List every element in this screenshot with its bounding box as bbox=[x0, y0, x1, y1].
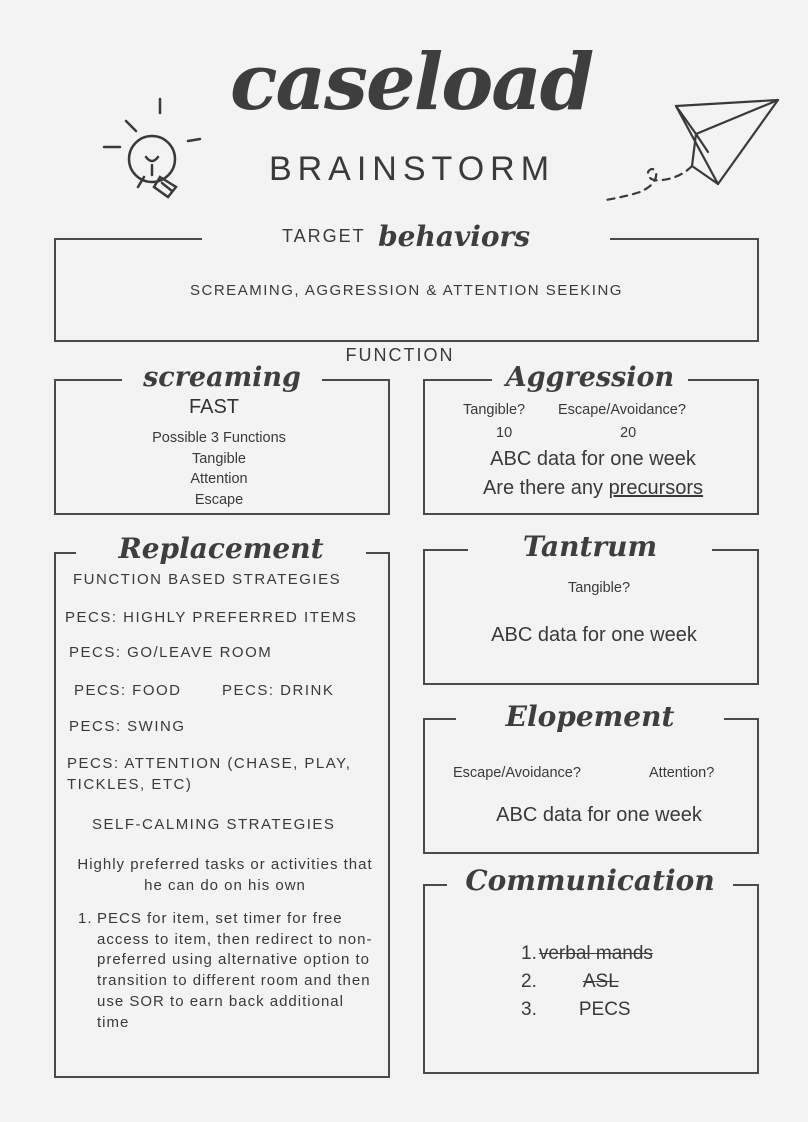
screaming-fast: FAST bbox=[188, 396, 239, 418]
communication-item-text: ASL bbox=[582, 971, 619, 992]
precursors-word: precursors bbox=[608, 477, 704, 499]
screaming-line: Tangible bbox=[191, 450, 246, 467]
aggression-tangible: Tangible? bbox=[463, 402, 526, 418]
screaming-line: Possible 3 Functions bbox=[152, 430, 286, 446]
function-label: FUNCTION bbox=[345, 345, 455, 365]
communication-item-number: 2. bbox=[521, 971, 537, 992]
strategy-list-number: 1. bbox=[78, 910, 93, 927]
pecs-attention: PECS: ATTENTION (CHASE, PLAY, TICKLES, ETC) bbox=[67, 755, 352, 793]
screaming-line: Attention bbox=[190, 471, 248, 487]
aggression-escape-count: 20 bbox=[620, 425, 637, 441]
tantrum-tangible: Tangible? bbox=[567, 580, 631, 596]
communication-title: Communication bbox=[447, 864, 733, 897]
tantrum-box bbox=[423, 549, 759, 685]
communication-item bbox=[521, 996, 653, 1024]
elopement-attention: Attention? bbox=[649, 765, 715, 781]
strategy-list-text: PECS for item, set timer for free access to item, then redirect to non-preferred using alternative option to transition to different room and then use SOR to earn back additional time bbox=[97, 910, 373, 1031]
elopement-title: Elopement bbox=[456, 700, 724, 733]
elopement-abc: ABC data for one week bbox=[496, 804, 702, 826]
screaming-line: Escape bbox=[194, 491, 244, 508]
communication-item-number: 1. bbox=[521, 943, 537, 964]
communication-item bbox=[521, 968, 653, 996]
precursors-prefix: Are there any bbox=[482, 477, 609, 499]
aggression-title: Aggression bbox=[492, 362, 688, 393]
pecs-drink: PECS: DRINK bbox=[222, 682, 335, 699]
screaming-title: screaming bbox=[122, 362, 322, 393]
target-label: TARGET bbox=[281, 226, 366, 246]
elopement-escape: Escape/Avoidance? bbox=[453, 765, 581, 781]
elopement-box bbox=[423, 718, 759, 854]
aggression-precursors bbox=[423, 477, 763, 500]
aggression-escape: Escape/Avoidance? bbox=[558, 402, 686, 418]
communication-item-text: PECS bbox=[578, 999, 631, 1020]
communication-list bbox=[521, 940, 653, 1024]
strategy-list-item bbox=[78, 909, 378, 1033]
aggression-abc: ABC data for one week bbox=[490, 448, 696, 470]
screaming-functions bbox=[54, 428, 384, 510]
communication-item-number: 3. bbox=[521, 999, 537, 1020]
aggression-tangible-count: 10 bbox=[496, 425, 513, 441]
self-calming-strategies: SELF-CALMING STRATEGIES bbox=[92, 816, 336, 833]
replacement-subtitle: FUNCTION BASED STRATEGIES bbox=[73, 571, 342, 588]
tantrum-abc: ABC data for one week bbox=[491, 624, 697, 646]
target-behaviors-text: SCREAMING, AGGRESSION & ATTENTION SEEKING bbox=[190, 282, 623, 299]
pecs-preferred-items: PECS: HIGHLY PREFERRED ITEMS bbox=[65, 609, 358, 626]
paper-plane-icon bbox=[600, 92, 790, 222]
pecs-swing: PECS: SWING bbox=[69, 718, 186, 735]
pecs-food: PECS: FOOD bbox=[74, 682, 182, 699]
tantrum-title: Tantrum bbox=[468, 530, 712, 563]
pecs-go-leave-room: PECS: GO/LEAVE ROOM bbox=[69, 644, 273, 661]
header-title-script: caseload bbox=[230, 37, 593, 128]
communication-item-text: verbal mands bbox=[538, 943, 653, 964]
preferred-tasks: Highly preferred tasks or activities that he can do on his own bbox=[77, 856, 373, 894]
lightbulb-icon bbox=[100, 95, 210, 205]
target-behaviors-heading bbox=[202, 220, 610, 256]
communication-item bbox=[521, 940, 653, 968]
replacement-title: Replacement bbox=[76, 532, 366, 565]
behaviors-label: behaviors bbox=[378, 220, 531, 253]
header-title-caps: BRAINSTORM bbox=[268, 150, 556, 188]
